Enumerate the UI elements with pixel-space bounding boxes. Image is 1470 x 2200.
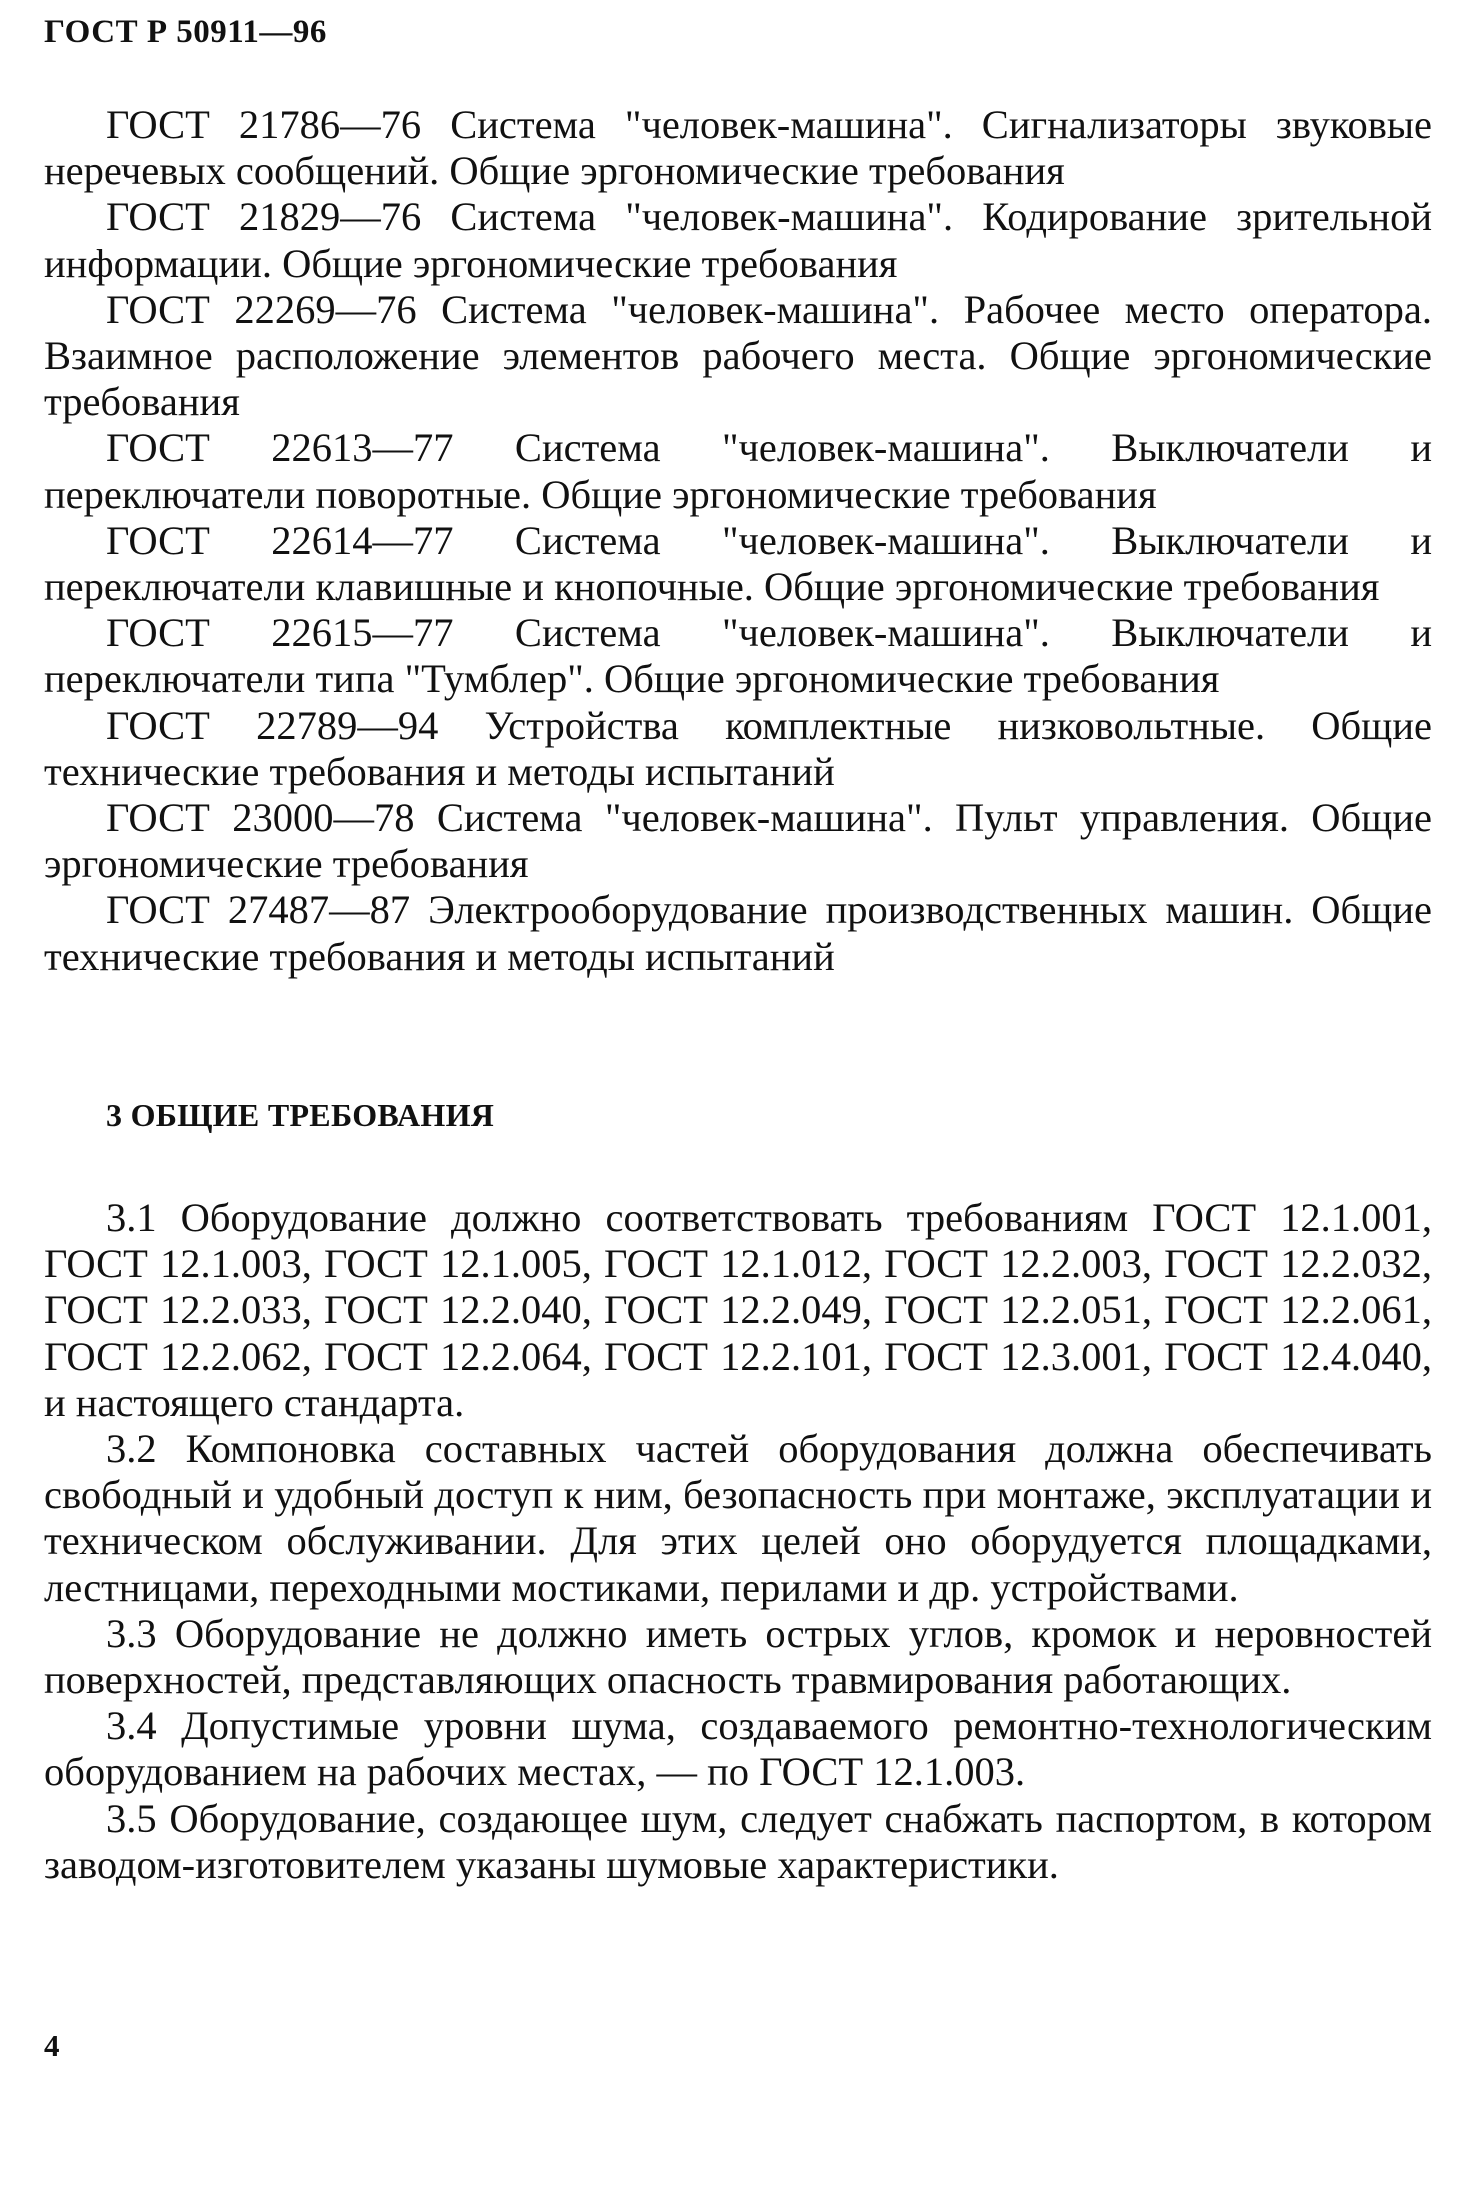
general-requirements-section	[44, 1195, 1432, 1888]
reference-gost-21829: ГОСТ 21829—76 Система "человек-машина". Кодирование зрительной информации. Общие эргономические требования	[44, 194, 1432, 286]
clause-3-2: 3.2 Компоновка составных частей оборудования должна обеспечивать свободный и удобный доступ к ним, безопасность при монтаже, эксплуатации и техническом обслуживании. Для этих целей оно оборудуется площадками, лестницами, переходными мостиками, перилами и др. устройствами.	[44, 1426, 1432, 1610]
reference-gost-21786: ГОСТ 21786—76 Система "человек-машина". Сигнализаторы звуковые неречевых сообщений. Общие эргономические требования	[44, 102, 1432, 194]
reference-gost-22789: ГОСТ 22789—94 Устройства комплектные низковольтные. Общие технические требования и методы испытаний	[44, 702, 1432, 794]
clause-3-1: 3.1 Оборудование должно соответствовать требованиям ГОСТ 12.1.001, ГОСТ 12.1.003, ГОСТ 12.1.005, ГОСТ 12.1.012, ГОСТ 12.2.003, ГОСТ 12.2.032, ГОСТ 12.2.033, ГОСТ 12.2.040, ГОСТ 12.2.049, ГОСТ 12.2.051, ГОСТ 12.2.061, ГОСТ 12.2.062, ГОСТ 12.2.064, ГОСТ 12.2.101, ГОСТ 12.3.001, ГОСТ 12.4.040, и настоящего стандарта.	[44, 1195, 1432, 1425]
reference-gost-23000: ГОСТ 23000—78 Система "человек-машина". Пульт управления. Общие эргономические требования	[44, 795, 1432, 887]
reference-gost-22269: ГОСТ 22269—76 Система "человек-машина". Рабочее место оператора. Взаимное расположение элементов рабочего места. Общие эргономические требования	[44, 286, 1432, 425]
clause-3-3: 3.3 Оборудование не должно иметь острых углов, кромок и неровностей поверхностей, представляющих опасность травмирования работающих.	[44, 1610, 1432, 1703]
normative-references-list	[44, 102, 1432, 980]
clause-3-4: 3.4 Допустимые уровни шума, создаваемого ремонтно-технологическим оборудованием на рабочих местах, — по ГОСТ 12.1.003.	[44, 1703, 1432, 1795]
section-heading: 3 ОБЩИЕ ТРЕБОВАНИЯ	[106, 1097, 495, 1133]
reference-gost-22614: ГОСТ 22614—77 Система "человек-машина". Выключатели и переключатели клавишные и кнопочные. Общие эргономические требования	[44, 517, 1432, 610]
clause-3-5: 3.5 Оборудование, создающее шум, следует снабжать паспортом, в котором заводом-изготовителем указаны шумовые характеристики.	[44, 1795, 1432, 1887]
page-number: 4	[44, 2028, 60, 2063]
reference-gost-22613: ГОСТ 22613—77 Система "человек-машина". Выключатели и переключатели поворотные. Общие эргономические требования	[44, 425, 1432, 517]
reference-gost-27487: ГОСТ 27487—87 Электрооборудование производственных машин. Общие технические требования и методы испытаний	[44, 887, 1432, 979]
reference-gost-22615: ГОСТ 22615—77 Система "человек-машина". Выключатели и переключатели типа "Тумблер". Общие эргономические требования	[44, 610, 1432, 702]
running-header: ГОСТ Р 50911—96	[44, 14, 327, 50]
